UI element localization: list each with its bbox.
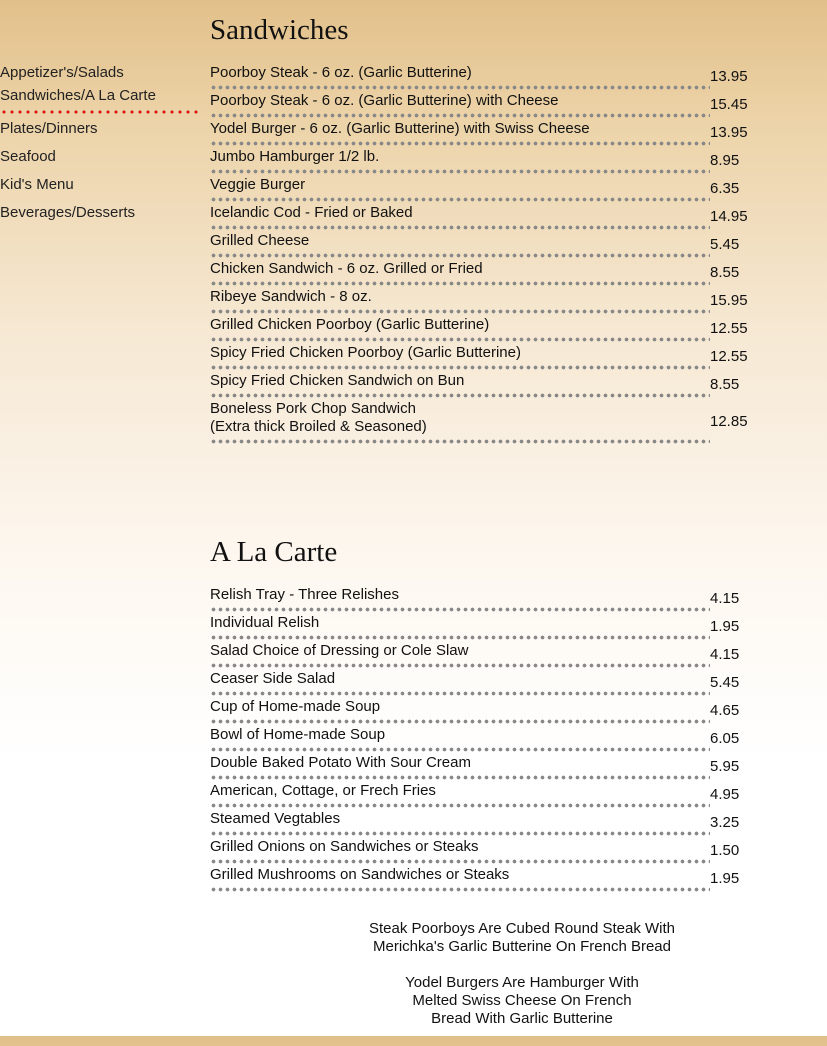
menu-notes [300,920,744,1046]
menu-item-price: 12.55 [710,348,748,365]
menu-item [210,586,770,612]
menu-item [210,810,770,836]
menu-item-name-text: Steamed Vegtables [210,810,341,827]
menu-item [210,670,770,696]
menu-item-name-text: Bowl of Home-made Soup [210,726,386,743]
menu-item-name-text: Icelandic Cod - Fried or Baked [210,204,413,221]
menu-item-name-text: Boneless Pork Chop Sandwich [210,400,416,417]
menu-item-name-text: Spicy Fried Chicken Poorboy (Garlic Butterine) [210,344,521,361]
nav-item-sandwiches-a-la-carte[interactable]: Sandwiches/A La Carte [0,87,200,114]
menu-item-name-text: Cup of Home-made Soup [210,698,381,715]
menu-item [210,176,770,202]
menu-item-price: 12.85 [710,413,748,430]
menu-item-name [210,726,710,752]
menu-item-name-text: Salad Choice of Dressing or Cole Slaw [210,642,469,659]
menu-item-name [210,92,710,118]
nav-item-seafood[interactable]: Seafood [0,148,56,165]
menu-item-name [210,586,710,612]
a-la-carte-section [210,535,770,894]
menu-item-name [210,866,710,892]
menu-item-name-text: Grilled Cheese [210,232,310,249]
menu-item-price: 1.50 [710,842,740,859]
menu-item-price: 15.95 [710,292,748,309]
menu-item [210,838,770,864]
menu-item-name [210,288,710,314]
menu-item [210,344,770,370]
menu-item-name [210,372,710,398]
menu-item-price: 3.25 [710,814,740,831]
menu-item-name [210,642,710,668]
menu-item-price: 6.05 [710,730,740,747]
menu-item-name [210,838,710,864]
menu-item [210,64,770,90]
menu-item-name-text: Poorboy Steak - 6 oz. (Garlic Butterine) [210,64,472,81]
menu-item-price: 1.95 [710,618,740,635]
menu-item [210,120,770,146]
menu-item-name-text: Grilled Onions on Sandwiches or Steaks [210,838,479,855]
menu-item [210,782,770,808]
menu-item [210,400,770,444]
menu-item-price: 6.35 [710,180,740,197]
note-steak-poorboys: Steak Poorboys Are Cubed Round Steak With Merichka's Garlic Butterine On French Bread [368,920,675,955]
menu-item-price: 15.45 [710,96,748,113]
menu-item [210,232,770,258]
menu-item [210,372,770,398]
menu-item-name-text: Double Baked Potato With Sour Cream [210,754,471,771]
menu-item-name [210,698,710,724]
a-la-carte-list [210,586,770,892]
menu-item-name [210,316,710,342]
menu-item [210,642,770,668]
menu-item-name-text: Chicken Sandwich - 6 oz. Grilled or Fried [210,260,483,277]
menu-item-name-text: Veggie Burger [210,176,306,193]
menu-item-name [210,614,710,640]
menu-item [210,288,770,314]
nav-item-appetizers-salads[interactable]: Appetizer's/Salads [0,64,124,81]
menu-item-price: 4.15 [710,590,740,607]
menu-item-name-text: Individual Relish [210,614,320,631]
menu-item-price: 4.65 [710,702,740,719]
menu-item-name [210,176,710,202]
menu-item-price: 13.95 [710,68,748,85]
menu-item-name [210,344,710,370]
menu-item [210,698,770,724]
menu-item-name [210,670,710,696]
menu-item-name-text: Ribeye Sandwich - 8 oz. [210,288,372,305]
menu-item-price: 5.95 [710,758,740,775]
menu-item-name-text: Poorboy Steak - 6 oz. (Garlic Butterine) with Cheese [210,92,559,109]
menu-item-name-text: American, Cottage, or Frech Fries [210,782,436,799]
menu-item-price: 8.95 [710,152,740,169]
menu-item-name-detail: (Extra thick Broiled & Seasoned) [210,418,427,435]
menu-item-price: 13.95 [710,124,748,141]
nav-item-kids-menu[interactable]: Kid's Menu [0,176,74,193]
menu-item-name [210,232,710,258]
menu-item [210,614,770,640]
menu-item-name-text: Jumbo Hamburger 1/2 lb. [210,148,380,165]
menu-item-name [210,810,710,836]
menu-item-price: 1.95 [710,870,740,887]
menu-item [210,204,770,230]
menu-item-price: 5.45 [710,236,740,253]
menu-item-price: 4.95 [710,786,740,803]
sandwiches-title: Sandwiches [210,14,349,46]
menu-item-price: 4.15 [710,646,740,663]
sandwiches-list [210,64,770,444]
nav-item-plates-dinners[interactable]: Plates/Dinners [0,120,98,137]
menu-item [210,316,770,342]
menu-item-name-text: Relish Tray - Three Relishes [210,586,399,603]
menu-item-name [210,204,710,230]
menu-item [210,866,770,892]
note-yodel-burgers: Yodel Burgers Are Hamburger With Melted Swiss Cheese On French Bread With Garlic Butterine [405,974,639,1027]
sandwiches-section [210,13,770,446]
nav-item-beverages-desserts[interactable]: Beverages/Desserts [0,204,136,221]
menu-item-name [210,400,710,444]
menu-item-name-text: Ceaser Side Salad [210,670,336,687]
menu-item [210,726,770,752]
menu-item-name [210,782,710,808]
menu-item-price: 8.55 [710,376,740,393]
menu-item-name [210,260,710,286]
menu-item-price: 5.45 [710,674,740,691]
menu-item-name-text: Spicy Fried Chicken Sandwich on Bun [210,372,465,389]
menu-item [210,92,770,118]
menu-item [210,260,770,286]
a-la-carte-title: A La Carte [210,536,338,568]
menu-item-price: 14.95 [710,208,748,225]
menu-item-name-text: Yodel Burger - 6 oz. (Garlic Butterine) with Swiss Cheese [210,120,590,137]
menu-item-price: 12.55 [710,320,748,337]
menu-item-price: 8.55 [710,264,740,281]
menu-item-name [210,754,710,780]
menu-item-name-text: Grilled Chicken Poorboy (Garlic Butterine) [210,316,490,333]
menu-item [210,754,770,780]
menu-item [210,148,770,174]
menu-item-name [210,148,710,174]
menu-item-name [210,120,710,146]
category-nav [0,64,200,232]
menu-item-name [210,64,710,90]
menu-item-name-text: Grilled Mushrooms on Sandwiches or Steaks [210,866,510,883]
